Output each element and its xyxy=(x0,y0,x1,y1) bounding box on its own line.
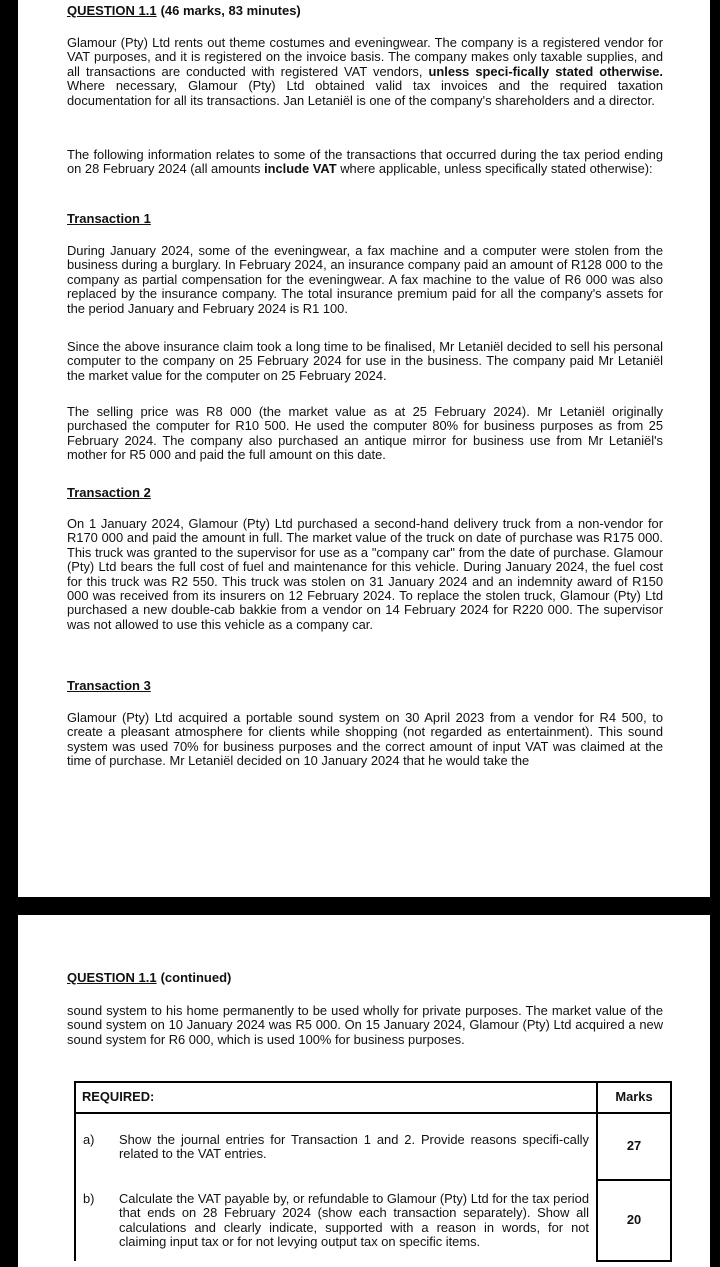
required-header-row xyxy=(75,1082,671,1113)
item-marks: 20 xyxy=(597,1180,671,1261)
transaction-1-paragraph-1: During January 2024, some of the eveningwear, a fax machine and a computer were stolen from the business during a burglary. In February 2024, an insurance company paid an amount of R128 000 to the company as partial compensation for the eveningwear. A fax machine to the value of R6 000 was also replaced by the insurance company. The total insurance premium paid for all the company's assets for the period January and February 2024 is R1 100. xyxy=(67,243,663,316)
item-text: Calculate the VAT payable by, or refundable to Glamour (Pty) Ltd for the tax period that ends on 28 February 2024 (show each transaction separately). Show all calculations and clearly indicate, supported with a reason in words, for not claiming input tax or for not levying output tax on specific items. xyxy=(119,1190,589,1249)
required-header: REQUIRED: xyxy=(75,1082,597,1113)
page-1 xyxy=(18,0,710,897)
transaction-2-heading: Transaction 2 xyxy=(67,485,151,500)
transaction-1-paragraph-3: The selling price was R8 000 (the market value as at 25 February 2024). Mr Letaniël originally purchased the computer for R10 500. He used the computer 80% for business purposes as from 25 February 2024. The company also purchased an antique mirror for business use from Mr Letaniël's mother for R5 000 and paid the full amount on this date. xyxy=(67,404,663,463)
question-title xyxy=(67,3,663,19)
transaction-1-paragraph-2: Since the above insurance claim took a long time to be finalised, Mr Letaniël decided to sell his personal computer to the company on 25 February 2024 for use in the business. The company paid Mr Letaniël the market value for the computer on 25 February 2024. xyxy=(67,339,663,383)
item-label: b) xyxy=(83,1190,95,1206)
transaction-3-heading: Transaction 3 xyxy=(67,678,151,693)
page-2 xyxy=(18,915,710,1267)
item-label: a) xyxy=(83,1131,95,1147)
item-text: Show the journal entries for Transaction 1 and 2. Provide reasons specifi-cally related to the VAT entries. xyxy=(119,1131,589,1161)
question-title-continued xyxy=(67,970,663,986)
question-label: QUESTION 1.1 xyxy=(67,3,157,18)
question-marks: (46 marks, 83 minutes) xyxy=(160,3,301,18)
intro2-text-a: The following information relates to some of the transactions that occurred during the tax period ending on 28 February 2024 (all amounts xyxy=(67,147,663,177)
intro-text-a: Glamour (Pty) Ltd rents out theme costumes and eveningwear. The company is a registered vendor for VAT purposes, and it is registered on the invoice basis. The company makes only taxable supplies, and all transactions are conducted with registered VAT vendors, xyxy=(67,35,663,79)
required-table xyxy=(74,1081,672,1262)
required-item-b xyxy=(75,1180,671,1261)
continued-paragraph: sound system to his home permanently to be used wholly for private purposes. The market value of the sound system on 10 January 2024 was R5 000. On 15 January 2024, Glamour (Pty) Ltd acquired a new sound system for R6 000, which is used 100% for business purposes. xyxy=(67,1003,663,1047)
intro-paragraph-2 xyxy=(67,148,663,177)
transaction-2-paragraph-1: On 1 January 2024, Glamour (Pty) Ltd purchased a second-hand delivery truck from a non-vendor for R170 000 and paid the amount in full. The market value of the truck on date of purchase was R175 000. This truck was granted to the supervisor for use as a "company car" from the date of purchase. Glamour (Pty) Ltd bears the full cost of fuel and maintenance for this vehicle. During January 2024, the fuel cost for this truck was R2 550. This truck was stolen on 31 January 2024 and an indemnity award of R150 000 was received from its insurers on 12 February 2024. To replace the stolen truck, Glamour (Pty) Ltd purchased a new double-cab bakkie from a vendor on 14 February 2024 for R220 000. The supervisor was not allowed to use this vehicle as a company car. xyxy=(67,516,663,632)
intro-text-b: Where necessary, Glamour (Pty) Ltd obtained valid tax invoices and the required taxation documentation for all its transactions. Jan Letaniël is one of the company's shareholders and a director. xyxy=(67,78,663,108)
transaction-3-paragraph-1: Glamour (Pty) Ltd acquired a portable sound system on 30 April 2023 from a vendor for R4 500, to create a pleasant atmosphere for clients while shopping (not regarded as entertainment). This sound system was used 70% for business purposes and the correct amount of input VAT was claimed at the time of purchase. Mr Letaniël decided on 10 January 2024 that he would take the xyxy=(67,710,663,769)
intro-paragraph-1 xyxy=(67,36,663,108)
question-label-continued: QUESTION 1.1 xyxy=(67,970,157,985)
required-item-a xyxy=(75,1113,671,1180)
marks-header: Marks xyxy=(597,1082,671,1113)
intro2-text-bold: include VAT xyxy=(264,161,337,177)
intro2-text-b: where applicable, unless specifically stated otherwise): xyxy=(336,161,653,177)
continued-label: (continued) xyxy=(160,970,232,985)
transaction-1-heading: Transaction 1 xyxy=(67,211,151,226)
item-marks: 27 xyxy=(597,1113,671,1180)
intro-text-bold: unless speci-fically stated otherwise. xyxy=(428,63,663,79)
